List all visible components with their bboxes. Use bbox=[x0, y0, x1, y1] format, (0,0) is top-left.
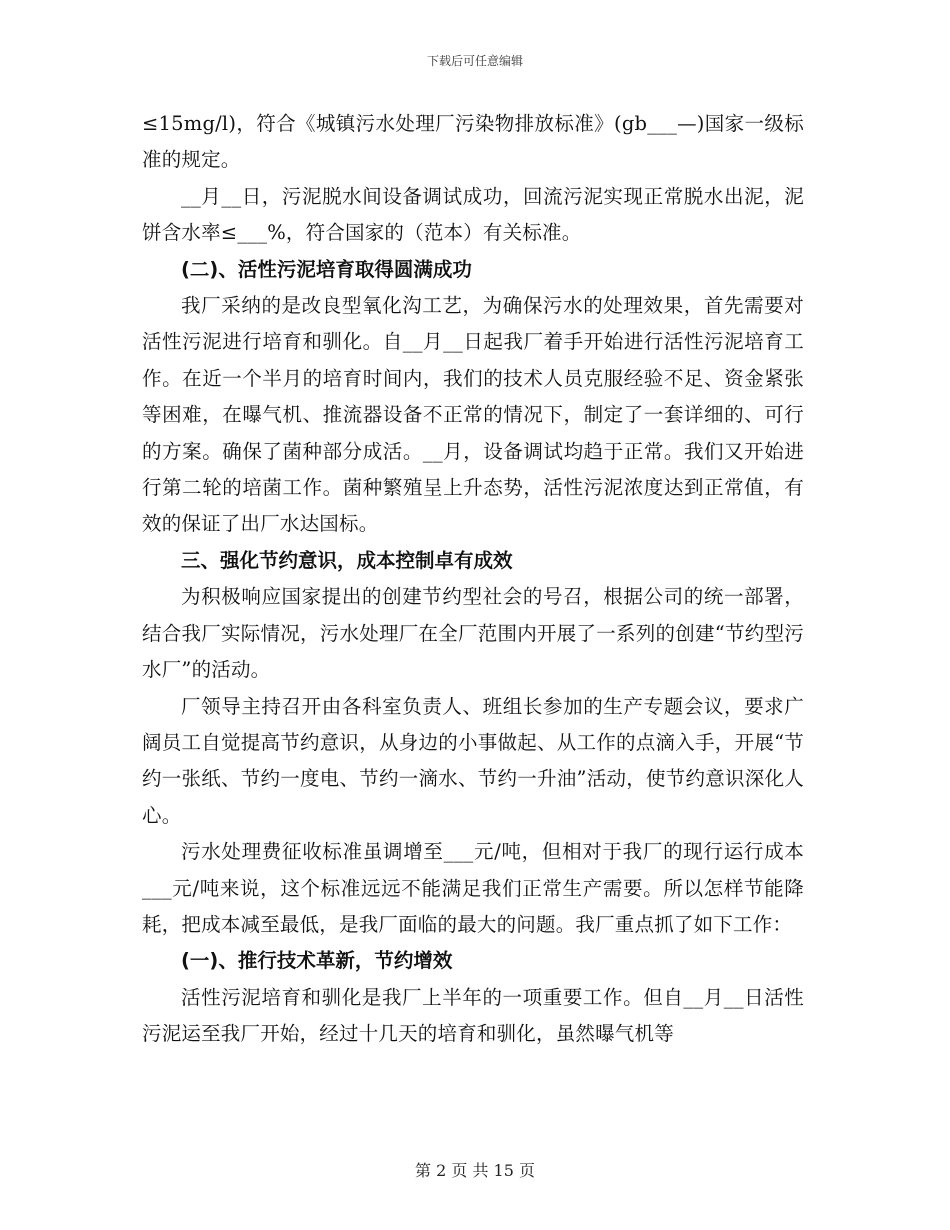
document-body bbox=[142, 106, 804, 1053]
page-number: 第 2 页 共 15 页 bbox=[415, 1161, 535, 1180]
page-header: 下载后可任意编辑 bbox=[426, 54, 523, 68]
paragraph-sludge-cultivation: 我厂采纳的是改良型氧化沟工艺，为确保污水的处理效果，首先需要对活性污泥进行培育和驯化。自__月__日起我厂着手开始进行活性污泥培育工作。在近一个半月的培育时间内，我们的技术人员克服经验不足、资金紧张等困难，在曝气机、推流器设备不正常的情况下，制定了一套详细的、可行的方案。确保了菌种部分成活。__月，设备调试均趋于正常。我们又开始进行第二轮的培菌工作。菌种繁殖呈上升态势，活性污泥浓度达到正常值，有效的保证了出厂水达国标。 bbox=[142, 294, 804, 536]
paragraph-continuation: ≤15mg/l)，符合《城镇污水处理厂污染物排放标准》(gb___—)国家一级标准的规定。 bbox=[142, 112, 804, 172]
paragraph-sewage-fee: 污水处理费征收标准虽调增至___元/吨，但相对于我厂的现行运行成本___元/吨来说，这个标准远远不能满足我们正常生产需要。所以怎样节能降耗，把成本减至最低，是我厂面临的最大的问题。我厂重点抓了如下工作： bbox=[142, 840, 804, 936]
section-heading-tech-innovation: (一)、推行技术革新，节约增效 bbox=[181, 949, 453, 973]
paragraph-sludge-training: 活性污泥培育和驯化是我厂上半年的一项重要工作。但自__月__日活性污泥运至我厂开始，经过十几天的培育和驯化，虽然曝气机等 bbox=[142, 985, 804, 1046]
section-heading-cost-control: 三、强化节约意识，成本控制卓有成效 bbox=[181, 548, 513, 572]
paragraph-sludge-dewatering: __月__日，污泥脱水间设备调试成功，回流污泥实现正常脱水出泥，泥饼含水率≤___%，符合国家的（范本）有关标准。 bbox=[142, 184, 804, 245]
paragraph-saving-meeting: 厂领导主持召开由各科室负责人、班组长参加的生产专题会议，要求广阔员工自觉提高节约意识，从身边的小事做起、从工作的点滴入手，开展“节约一张纸、节约一度电、节约一滴水、节约一升油”活动，使节约意识深化人心。 bbox=[142, 694, 804, 827]
paragraph-saving-campaign: 为积极响应国家提出的创建节约型社会的号召，根据公司的统一部署，结合我厂实际情况，污水处理厂在全厂范围内开展了一系列的创建“节约型污水厂”的活动。 bbox=[142, 585, 804, 682]
section-heading-activated-sludge: (二)、活性污泥培育取得圆满成功 bbox=[181, 257, 472, 281]
